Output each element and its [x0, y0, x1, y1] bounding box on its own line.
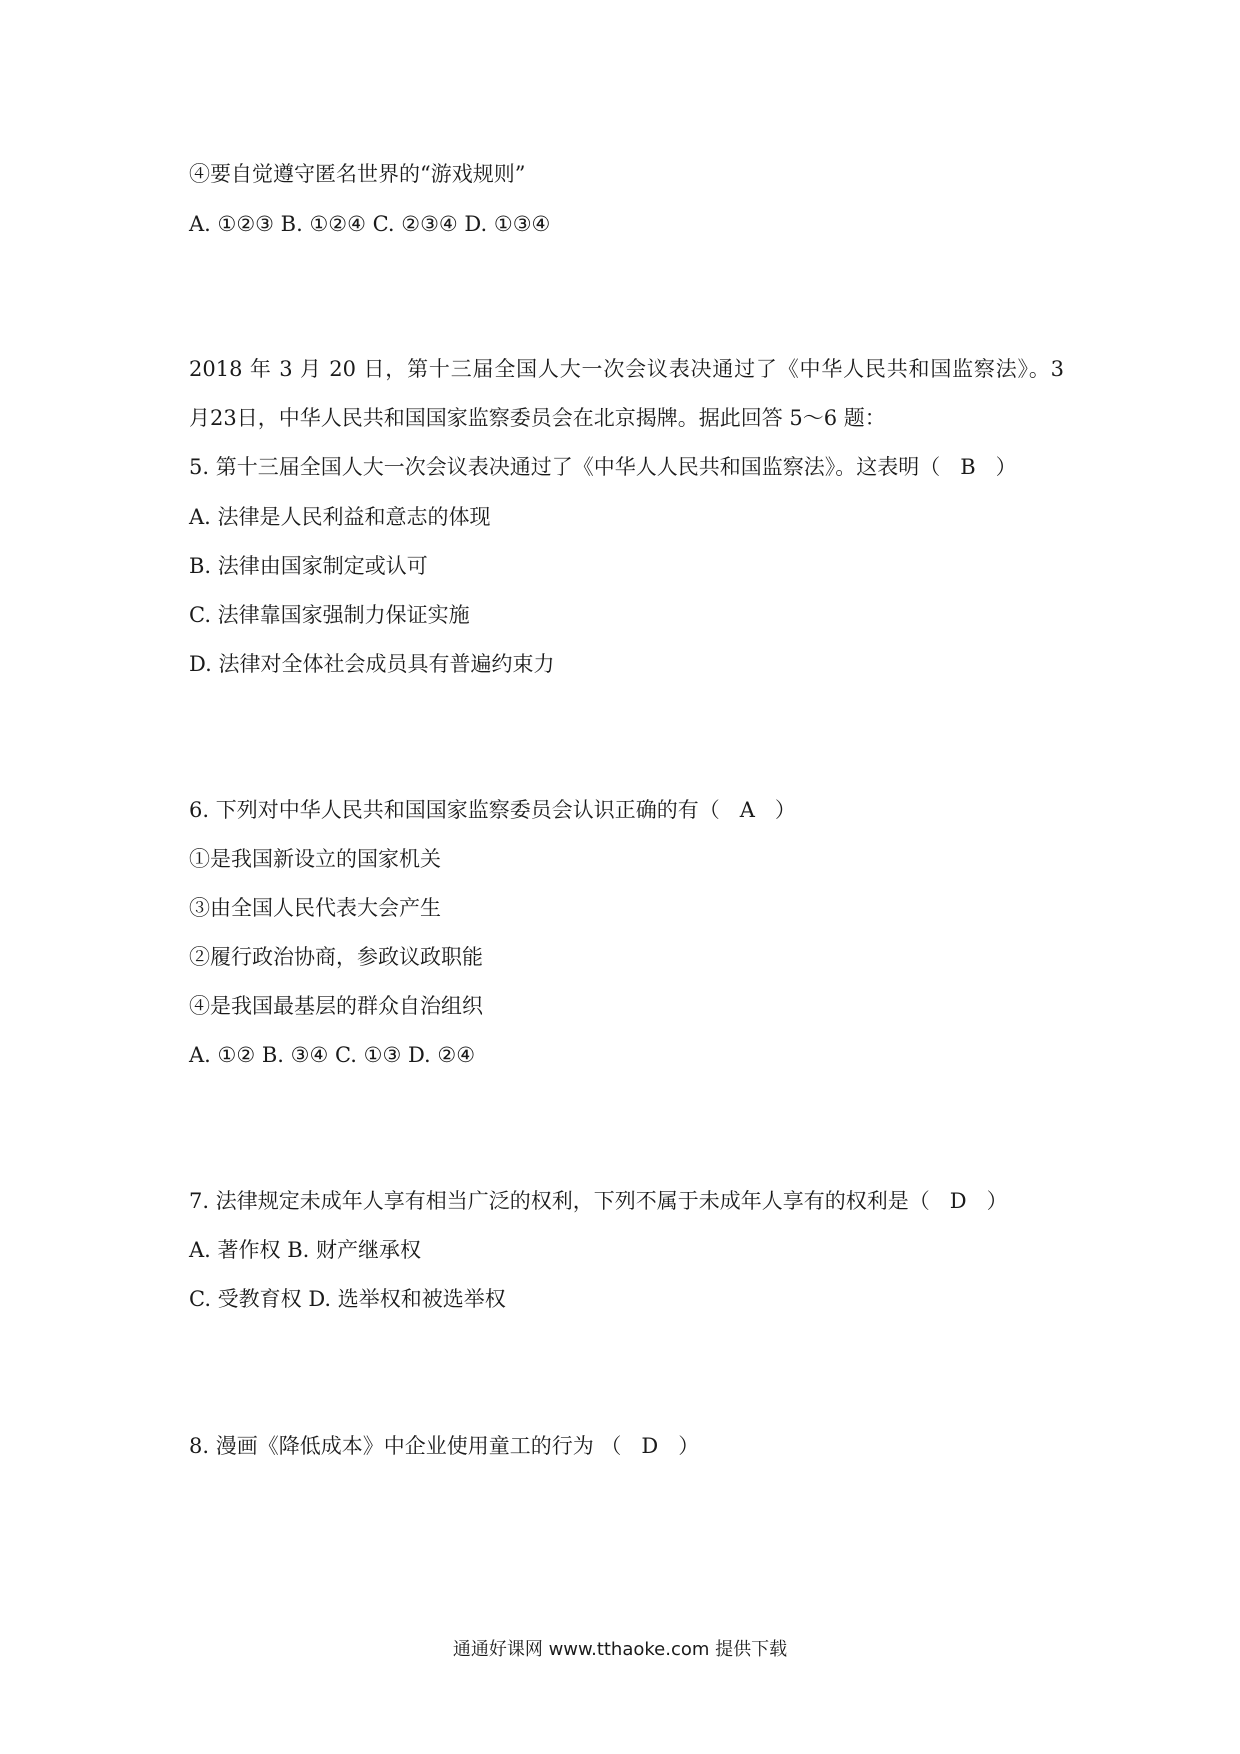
- q5-option-b: B. 法律由国家制定或认可: [189, 554, 428, 578]
- q7-options-cd: C. 受教育权 D. 选举权和被选举权: [189, 1287, 506, 1311]
- q5-stem: [189, 453, 1017, 481]
- q6-options: A. ①② B. ③④ C. ①③ D. ②④: [189, 1043, 476, 1067]
- q6-item-2: ②履行政治协商，参政议政职能: [189, 945, 483, 969]
- q6-item-3: ③由全国人民代表大会产生: [189, 896, 441, 920]
- q7-stem: [189, 1187, 1008, 1215]
- q4-options: A. ①②③ B. ①②④ C. ②③④ D. ①③④: [189, 212, 551, 236]
- q8-close: ）: [678, 1434, 700, 1458]
- q7-answer: D: [949, 1189, 967, 1213]
- intro-line-1: 2018 年 3 月 20 日，第十三届全国人大一次会议表决通过了《中华人民共和国监察法》。3: [189, 357, 1064, 381]
- q5-close: ）: [995, 455, 1017, 479]
- q6-answer: A: [739, 798, 755, 822]
- q6-item-4: ④是我国最基层的群众自治组织: [189, 994, 483, 1018]
- q7-close: ）: [986, 1189, 1008, 1213]
- q5-answer: B: [960, 455, 976, 479]
- q6-item-1: ①是我国新设立的国家机关: [189, 847, 441, 871]
- q8-stem: [189, 1432, 699, 1460]
- q4-item-4: ④要自觉遵守匿名世界的“游戏规则”: [189, 162, 526, 186]
- q6-close: ）: [774, 798, 796, 822]
- q8-stem-text: 8. 漫画《降低成本》中企业使用童工的行为 （: [189, 1434, 622, 1458]
- q6-stem-text: 6. 下列对中华人民共和国国家监察委员会认识正确的有（: [189, 798, 720, 822]
- q5-option-a: A. 法律是人民利益和意志的体现: [189, 505, 491, 529]
- q5-option-c: C. 法律靠国家强制力保证实施: [189, 603, 470, 627]
- footer-text: 通通好课网 www.tthaoke.com 提供下载: [452, 1639, 788, 1660]
- q7-stem-text: 7. 法律规定未成年人享有相当广泛的权利，下列不属于未成年人享有的权利是（: [189, 1189, 930, 1213]
- intro-line-2: 月23日，中华人民共和国国家监察委员会在北京揭牌。据此回答 5～6 题：: [189, 406, 886, 430]
- q7-options-ab: A. 著作权 B. 财产继承权: [189, 1238, 421, 1262]
- q8-answer: D: [641, 1434, 659, 1458]
- q5-stem-text: 5. 第十三届全国人大一次会议表决通过了《中华人人民共和国监察法》。这表明（: [189, 455, 941, 479]
- q6-stem: [189, 796, 796, 824]
- q5-option-d: D. 法律对全体社会成员具有普遍约束力: [189, 652, 555, 676]
